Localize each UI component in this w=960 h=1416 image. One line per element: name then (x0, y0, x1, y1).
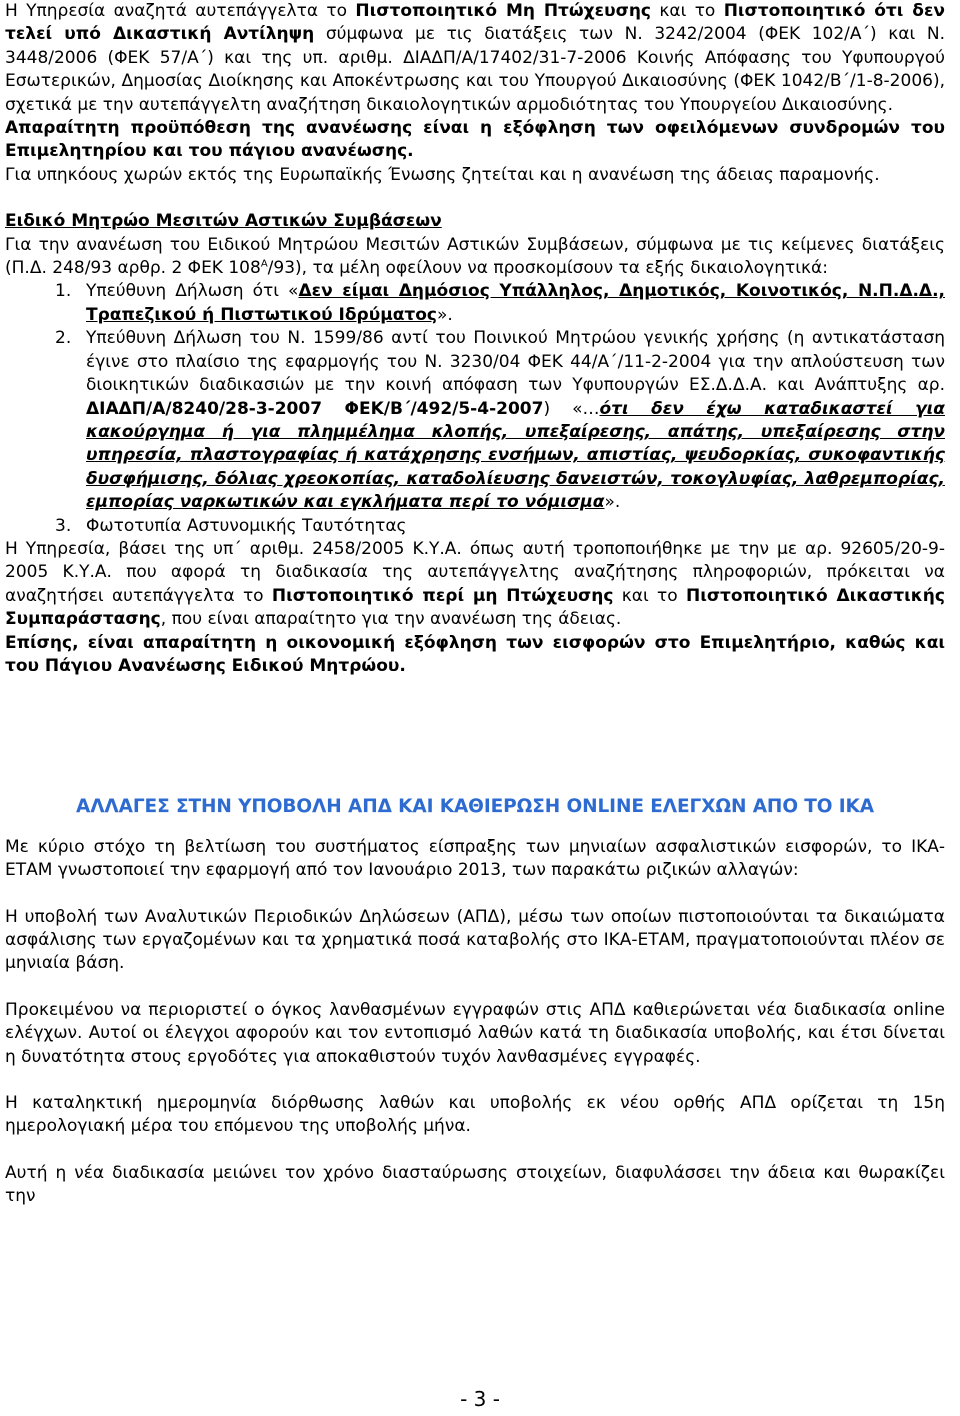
paragraph-online-checks: Προκειμένου να περιοριστεί ο όγκος λανθασμένων εγγραφών στις ΑΠΔ καθιερώνεται νέα διαδικασία online ελέγχων. Αυτοί οι έλεγχοι αφορούν και τον εντοπισμό λαθών κατά τη διαδικασία υποβολής, και έτσι δίνεται η δυνατότητα στους εργοδότες για αποκαθιστούν τυχόν λανθασμένες εγγραφές. (5, 999, 945, 1067)
list-number: 2. (55, 328, 72, 349)
text: Φωτοτυπία Αστυνομικής Ταυτότητας (86, 515, 407, 536)
bold-text: ΔΙΑΔΠ/Α/8240/28-3-2007 ΦΕΚ/Β΄/492/5-4-2007 (86, 398, 544, 419)
paragraph-new-procedure: Αυτή η νέα διαδικασία μειώνει τον χρόνο διασταύρωσης στοιχείων, διαφυλάσσει την άδεια και θωρακίζει την (5, 1162, 945, 1207)
superscript: Α (260, 258, 268, 270)
list-number: 3. (55, 515, 72, 536)
text: ) «… (543, 398, 600, 419)
bold-certificate-bankruptcy: Πιστοποιητικό Μη Πτώχευσης (355, 1, 652, 21)
bold-text: Πιστοποιητικό Δικαστικής Συμπαράστασης (5, 585, 945, 630)
text: σύμφωνα με τις διατάξεις των Ν. 3242/2004 (ΦΕΚ 102/Α΄) και Ν. 3448/2006 (ΦΕΚ 57/Α΄) και της υπ. αριθμ. ΔΙΑΔΠ/Α/17402/31-7-2006 Κοινής Απόφασης του Υφυπουργού Εσωτερικών, Δημοσίας Διοίκησης και Αποκέντρωσης και του Υπουργού Δικαιοσύνης (ΦΕΚ 1042/Β΄/1-8-2006), σχετικά με την αυτεπάγγελτη αναζήτηση δικαιολογητικών αρμοδιότητας του Υπουργείου Δικαιοσύνης. (5, 24, 945, 115)
list-item (5, 280, 945, 327)
text: και το (613, 585, 686, 606)
list-item (5, 515, 945, 538)
section-title-brokers-registry: Ειδικό Μητρώο Μεσιτών Αστικών Συμβάσεων (5, 211, 442, 232)
page-number: - 3 - (460, 1387, 500, 1411)
paragraph-registry-renewal (5, 234, 945, 281)
list-number: 1. (55, 281, 72, 302)
list-item (5, 327, 945, 514)
text: Η Υπηρεσία αναζητά αυτεπάγγελτα το (5, 1, 356, 21)
headline-apd-changes: ΑΛΛΑΓΕΣ ΣΤΗΝ ΥΠΟΒΟΛΗ ΑΠΔ ΚΑΙ ΚΑΘΙΕΡΩΣΗ ONLINE ΕΛΕΓΧΩΝ ΑΠΟ ΤΟ ΙΚΑ (75, 796, 875, 818)
text: ». (604, 492, 621, 513)
document-page (5, 0, 945, 1209)
text: Η Υπηρεσία, βάσει της υπ΄ αριθμ. 2458/2005 Κ.Υ.Α. όπως αυτή τροποποιήθηκε με την με αρ. 92605/20-9-2005 Κ.Υ.Α. που αφορά τη διαδικασία της αυτεπάγγελτης αναζήτησης πληροφοριών, πρόκειται να αναζητήσει αυτεπάγγελτα το (5, 538, 945, 606)
text: Υπεύθυνη Δήλωση του Ν. 1599/86 αντί του Ποινικού Μητρώου γενικής χρήσης (η αντικατάσταση έγινε στο πλαίσιο της εφαρμογής του Ν. 3230/04 ΦΕΚ 44/Α΄/11-2-2004 για την απλούστευση των διοικητικών διαδικασιών με την κοινή απόφαση των Υφυπουργών ΕΣ.Δ.Δ.Α. και Ανάπτυξης αρ. (86, 328, 945, 396)
paragraph-payment-required: Επίσης, είναι απαραίτητη η οικονομική εξόφληση των εισφορών στο Επιμελητήριο, καθώς και του Πάγιου Ανανέωσης Ειδικού Μητρώου. (5, 632, 945, 676)
text: και το (651, 1, 724, 21)
paragraph-non-eu: Για υπηκόους χωρών εκτός της Ευρωπαϊκής Ένωσης ζητείται και η ανανέωση της άδειας παραμονής. (5, 164, 880, 185)
required-documents-list (5, 280, 945, 537)
paragraph-ika-goal: Με κύριο στόχο τη βελτίωση του συστήματος είσπραξης των μηνιαίων ασφαλιστικών εισφορών, το ΙΚΑ-ΕΤΑΜ γνωστοποιεί την εφαρμογή από τον Ιανουάριο 2013, των παρακάτω ριζικών αλλαγών: (5, 836, 945, 881)
bold-italic-underlined-text: ότι δεν έχω καταδικαστεί για κακούργημα ή για πλημμέλημα κλοπής, υπεξαίρεσης, απάτης, υπεξαίρεσης στην υπηρεσία, πλαστογραφίας ή κατάχρησης ενσήμων, απιστίας, ψευδορκίας, συκοφαντικής δυσφήμισης, δόλιας χρεοκοπίας, καταδολίευσης δανειστών, τοκογλυφίας, λαθρεμπορίας, εμπορίας ναρκωτικών και εγκλήματα περί το νόμισμα (86, 398, 945, 513)
paragraph-certificates (5, 0, 945, 117)
text: Υπεύθυνη Δήλωση ότι « (86, 281, 299, 302)
text: ». (437, 304, 453, 325)
bold-underlined-text: Δεν είμαι Δημόσιος Υπάλληλος, Δημοτικός, Κοινοτικός, Ν.Π.Δ.Δ., Τραπεζικού ή Πιστωτικού Ιδρύματος (86, 281, 946, 325)
paragraph-apd-submission: Η υποβολή των Αναλυτικών Περιοδικών Δηλώσεων (ΑΠΔ), μέσω των οποίων πιστοποιούνται τα δικαιώματα ασφάλισης των εργαζομένων και τα χρηματικά ποσά καταβολής στο ΙΚΑ-ΕΤΑΜ, πραγματοποιούνται πλέον σε μηνιαία βάση. (5, 906, 945, 974)
bold-text: Πιστοποιητικό περί μη Πτώχευσης (271, 585, 614, 606)
text: , που είναι απαραίτητο για την ανανέωση της άδειας. (160, 609, 622, 630)
paragraph-prerequisite: Απαραίτητη προϋπόθεση της ανανέωσης είναι η εξόφληση των οφειλόμενων συνδρομών του Επιμελητηρίου και του πάγιου ανανέωσης. (5, 118, 945, 162)
paragraph-service-search (5, 538, 945, 632)
paragraph-deadline: Η καταληκτική ημερομηνία διόρθωσης λαθών και υποβολής εκ νέου ορθής ΑΠΔ ορίζεται τη 15η ημερολογιακή μέρα του επόμενου της υποβολής μήνα. (5, 1093, 945, 1137)
text: Για την ανανέωση του Ειδικού Μητρώου Μεσιτών Αστικών Συμβάσεων, σύμφωνα με τις κείμενες διατάξεις (Π.Δ. 248/93 αρθρ. 2 ΦΕΚ 108 (5, 234, 945, 279)
text: /93), τα μέλη οφείλουν να προσκομίσουν τα εξής δικαιολογητικά: (267, 258, 828, 279)
bold-certificate-guardianship: Πιστοποιητικό ότι δεν τελεί υπό Δικαστική Αντίληψη (5, 1, 945, 45)
